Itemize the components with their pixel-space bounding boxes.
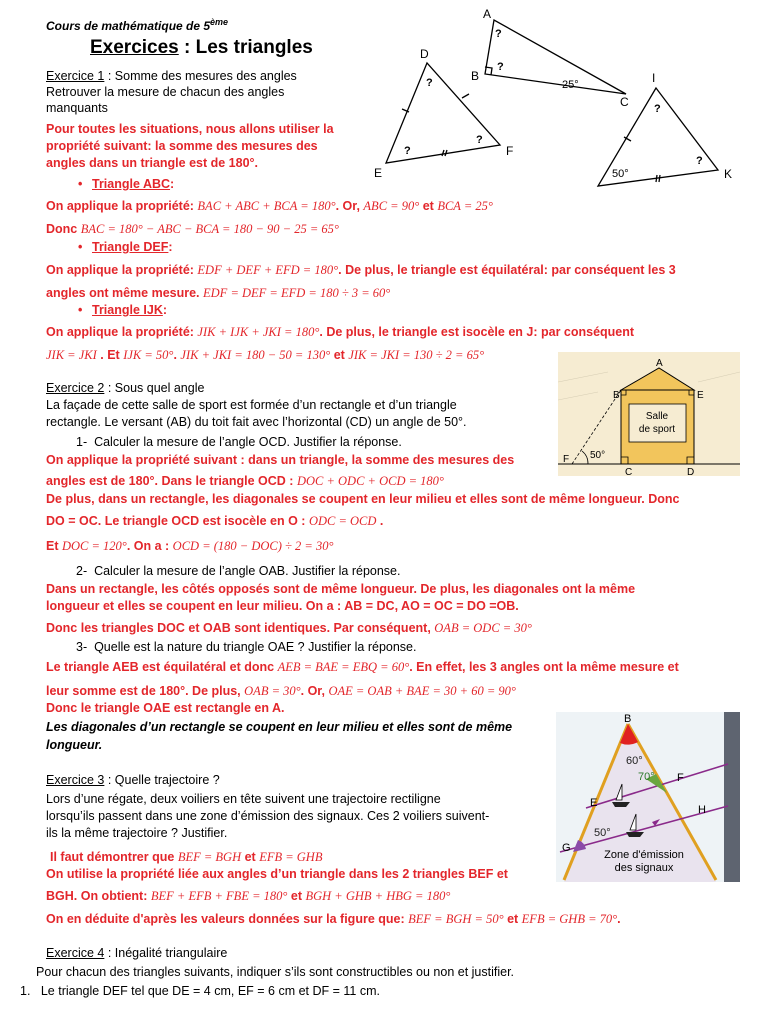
label-F: F xyxy=(506,144,514,158)
label-A: A xyxy=(656,358,663,369)
label-E: E xyxy=(590,797,598,809)
label-D: D xyxy=(687,467,695,476)
figure-salle-de-sport xyxy=(558,352,740,476)
salle-label: Salle xyxy=(645,411,669,422)
figure-regate xyxy=(556,712,740,882)
ex1-bullet-ijk: • Triangle IJK: xyxy=(92,302,167,318)
ex3-text: Lors d’une régate, deux voiliers en tête suivent une trajectoire rectiligne xyxy=(46,792,441,806)
ex2-heading: Exercice 2 : Sous quel angle xyxy=(46,381,205,395)
ex3-answer: On utilise la propriété liée aux angles d’un triangle dans les 2 triangles BEF et xyxy=(46,867,508,881)
ex1-ijk-line1: On applique la propriété: JIK + IJK + JKI = 180°. De plus, le triangle est isocèle en J: par conséquent xyxy=(46,325,635,339)
figure-triangles xyxy=(368,0,748,190)
angle-50: 50° xyxy=(590,450,606,461)
ex2-question-3: 3- Quelle est la nature du triangle OAE ? Justifier la réponse. xyxy=(76,640,417,654)
ex3-answer: On en déduite d'après les valeurs données sur la figure que: BEF = BGH = 50° et EFB = GHB = 70°. xyxy=(46,912,621,926)
ex2-answer: Et DOC = 120°. On a : OCD = (180 − DOC) ÷ 2 = 30° xyxy=(46,539,334,553)
ex1-def-line1: On applique la propriété: EDF + DEF + EFD = 180°. De plus, le triangle est équilatéral: par conséquent les 3 xyxy=(46,263,676,277)
ex1-abc-line1: On applique la propriété: BAC + ABC + BCA = 180°. Or, ABC = 90° et BCA = 25° xyxy=(46,199,493,213)
angle-70: 70° xyxy=(638,771,655,783)
label-H: H xyxy=(698,804,706,816)
angle-unknown: ? xyxy=(426,77,433,89)
ex2-note: longueur. xyxy=(46,738,103,752)
ex2-question-1: 1- Calculer la mesure de l’angle OCD. Justifier la réponse. xyxy=(76,435,402,449)
ex1-property: angles dans un triangle est de 180°. xyxy=(46,156,259,170)
salle-label: de sport xyxy=(638,424,676,435)
ex3-answer: Il faut démontrer que BEF = BGH et EFB = GHB xyxy=(50,850,323,864)
label-K: K xyxy=(724,167,733,181)
ex1-text: manquants xyxy=(46,101,108,115)
angle-25: 25° xyxy=(562,79,579,91)
label-B: B xyxy=(613,390,620,401)
ex3-text: ils la même trajectoire ? Justifier. xyxy=(46,826,228,840)
ex2-text: La façade de cette salle de sport est formée d’un rectangle et d’un triangle xyxy=(46,398,457,412)
zone-label: des signaux xyxy=(614,862,674,874)
ex2-answer: DO = OC. Le triangle OCD est isocèle en O : ODC = OCD . xyxy=(46,514,384,528)
ex1-property: propriété suivant: la somme des mesures des xyxy=(46,139,318,153)
label-A: A xyxy=(483,7,492,21)
ex1-bullet-def: • Triangle DEF: xyxy=(92,239,173,255)
course-label: Cours de mathématique de 5ème xyxy=(46,17,229,33)
ex2-answer: Donc le triangle OAE est rectangle en A. xyxy=(46,701,285,715)
label-C: C xyxy=(625,467,633,476)
ex2-text: rectangle. Le versant (AB) du toit fait avec l’horizontal (CD) un angle de 50°. xyxy=(46,415,467,429)
ex3-answer: BGH. On obtient: BEF + EFB + FBE = 180° et BGH + GHB + HBG = 180° xyxy=(46,889,451,903)
angle-50: 50° xyxy=(594,827,611,839)
ex2-answer: leur somme est de 180°. De plus, OAB = 30°. Or, OAE = OAB + BAE = 30 + 60 = 90° xyxy=(46,684,516,698)
angle-unknown: ? xyxy=(497,61,504,73)
label-E: E xyxy=(374,166,383,180)
label-G: G xyxy=(562,842,571,854)
ex2-answer: On applique la propriété suivant : dans un triangle, la somme des mesures des xyxy=(46,453,515,467)
ex3-text: lorsqu’ils passent dans une zone d’émission des signaux. Ces 2 voiliers suivent- xyxy=(46,809,490,823)
ex1-ijk-line2: JIK = JKI . Et IJK = 50°. JIK + JKI = 180 − 50 = 130° et JIK = JKI = 130 ÷ 2 = 65° xyxy=(46,348,485,362)
ex2-answer: Le triangle AEB est équilatéral et donc AEB = BAE = EBQ = 60°. En effet, les 3 angles ont la même mesure et xyxy=(46,660,679,674)
ex1-text: Retrouver la mesure de chacun des angles xyxy=(46,85,285,99)
ex4-heading: Exercice 4 : Inégalité triangulaire xyxy=(46,946,228,960)
label-B: B xyxy=(624,713,632,725)
angle-unknown: ? xyxy=(696,155,703,167)
label-E: E xyxy=(697,390,704,401)
ex2-note: Les diagonales d’un rectangle se coupent en leur milieu et elles sont de même xyxy=(46,720,513,734)
zone-label: Zone d'émission xyxy=(604,849,684,861)
label-C: C xyxy=(620,95,629,109)
triangle-abc xyxy=(485,20,626,94)
label-D: D xyxy=(420,47,429,61)
ex1-heading: Exercice 1 : Somme des mesures des angles xyxy=(46,69,297,83)
page-title: Exercices : Les triangles xyxy=(90,37,313,58)
ex1-bullet-abc: • Triangle ABC: xyxy=(92,176,174,192)
angle-unknown: ? xyxy=(654,103,661,115)
ex4-text: Pour chacun des triangles suivants, indiquer s’ils sont constructibles ou non et justifier. xyxy=(36,965,515,979)
ex2-question-2: 2- Calculer la mesure de l’angle OAB. Justifier la réponse. xyxy=(76,564,401,578)
ex4-item-1: 1. Le triangle DEF tel que DE = 4 cm, EF = 6 cm et DF = 11 cm. xyxy=(20,984,380,998)
label-I: I xyxy=(652,71,656,85)
angle-unknown: ? xyxy=(495,28,502,40)
label-B: B xyxy=(471,69,480,83)
angle-50: 50° xyxy=(612,168,629,180)
ex1-property: Pour toutes les situations, nous allons utiliser la xyxy=(46,122,334,136)
angle-60: 60° xyxy=(626,755,643,767)
ex1-def-line2: angles ont même mesure. EDF = DEF = EFD = 180 ÷ 3 = 60° xyxy=(46,286,391,300)
ex2-answer: Dans un rectangle, les côtés opposés sont de même longueur. De plus, les diagonales ont la même xyxy=(46,582,636,596)
label-F: F xyxy=(677,772,684,784)
ex2-answer: De plus, dans un rectangle, les diagonales se coupent en leur milieu et elles sont de même longueur. Donc xyxy=(46,492,680,506)
ex3-heading: Exercice 3 : Quelle trajectoire ? xyxy=(46,773,220,787)
ex2-answer: angles est de 180°. Dans le triangle OCD : DOC + ODC + OCD = 180° xyxy=(46,474,444,488)
ex2-answer: Donc les triangles DOC et OAB sont identiques. Par conséquent, OAB = ODC = 30° xyxy=(46,621,532,635)
angle-unknown: ? xyxy=(404,145,411,157)
ex1-abc-line2: Donc BAC = 180° − ABC − BCA = 180 − 90 − 25 = 65° xyxy=(46,222,339,236)
ex2-answer: longueur et elles se coupent en leur milieu. On a : AB = DC, AO = OC = DO =OB. xyxy=(46,599,519,613)
label-F: F xyxy=(563,454,570,465)
angle-unknown: ? xyxy=(476,134,483,146)
